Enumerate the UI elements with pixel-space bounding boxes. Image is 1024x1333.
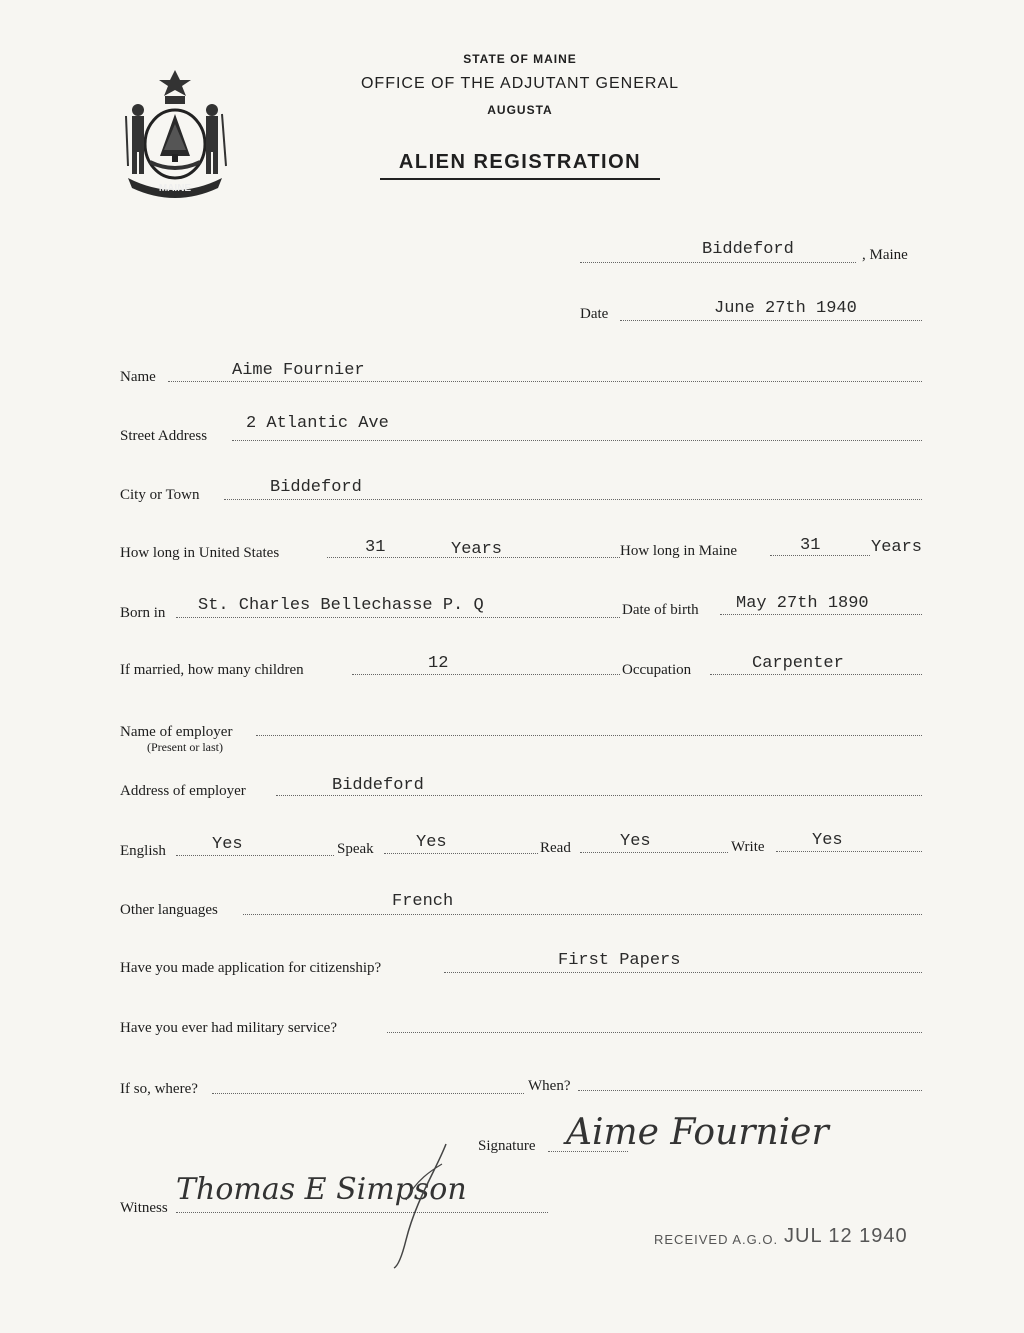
occupation-line <box>710 674 922 675</box>
maine-years-unit: Years <box>871 538 923 557</box>
city-label: City or Town <box>120 487 200 503</box>
street-label: Street Address <box>120 428 208 444</box>
where-line <box>212 1093 524 1094</box>
read-line <box>580 852 728 853</box>
write-label: Write <box>731 839 765 855</box>
other-languages-line <box>243 914 922 915</box>
witness-flourish-icon <box>376 1140 466 1270</box>
when-line <box>578 1090 922 1091</box>
maine-years-value: 31 <box>800 536 821 555</box>
employer-sublabel: (Present or last) <box>147 740 223 754</box>
witness-line <box>176 1212 548 1213</box>
header-city: AUGUSTA <box>487 103 553 117</box>
born-in-line <box>176 617 620 618</box>
other-languages-label: Other languages <box>120 902 218 918</box>
citizenship-value: First Papers <box>558 951 681 970</box>
header-office: OFFICE OF THE ADJUTANT GENERAL <box>360 75 680 92</box>
header-state: STATE OF MAINE <box>463 52 577 66</box>
us-years-label: How long in United States <box>120 545 280 561</box>
write-value: Yes <box>812 831 843 850</box>
children-line <box>352 674 620 675</box>
occupation-value: Carpenter <box>752 654 844 673</box>
when-label: When? <box>528 1078 571 1094</box>
city-line <box>224 499 922 500</box>
city-value: Biddeford <box>270 478 362 497</box>
name-line <box>168 381 922 382</box>
citizenship-label: Have you made application for citizenship? <box>120 960 382 976</box>
military-line <box>387 1032 922 1033</box>
employer-address-line <box>276 795 922 796</box>
town-line <box>580 262 856 263</box>
name-label: Name <box>120 369 156 385</box>
signature-value: Aime Fournier <box>566 1112 829 1153</box>
name-value: Aime Fournier <box>232 361 365 380</box>
children-value: 12 <box>428 654 449 673</box>
received-stamp-prefix: RECEIVED A.G.O. <box>654 1232 779 1247</box>
read-value: Yes <box>620 832 651 851</box>
read-label: Read <box>540 840 571 856</box>
us-years-unit: Years <box>451 540 503 559</box>
employer-address-label: Address of employer <box>120 783 246 799</box>
dob-value: May 27th 1890 <box>736 594 869 613</box>
employer-address-value: Biddeford <box>332 776 424 795</box>
received-stamp-date: JUL 12 1940 <box>784 1225 908 1247</box>
employer-label: Name of employer <box>120 724 233 740</box>
children-label: If married, how many children <box>120 662 304 678</box>
english-value: Yes <box>212 835 243 854</box>
town-value: Biddeford <box>702 240 794 259</box>
dob-line <box>720 614 922 615</box>
date-label: Date <box>580 306 609 322</box>
seal-banner-text: MAINE <box>158 183 192 194</box>
speak-line <box>384 853 538 854</box>
military-label: Have you ever had military service? <box>120 1020 337 1036</box>
other-languages-value: French <box>392 892 454 911</box>
speak-label: Speak <box>337 841 374 857</box>
date-value: June 27th 1940 <box>714 299 857 318</box>
signature-label: Signature <box>478 1138 536 1154</box>
where-label: If so, where? <box>120 1081 198 1097</box>
title-underline <box>380 178 660 180</box>
date-line <box>620 320 922 321</box>
english-label: English <box>120 843 166 859</box>
form-title: ALIEN REGISTRATION <box>398 151 642 173</box>
speak-value: Yes <box>416 833 447 852</box>
employer-line <box>256 735 922 736</box>
us-years-value: 31 <box>365 538 386 557</box>
born-in-value: St. Charles Bellechasse P. Q <box>198 596 484 615</box>
witness-value: Thomas E Simpson <box>176 1172 467 1207</box>
maine-years-label: How long in Maine <box>620 543 738 559</box>
street-line <box>232 440 922 441</box>
citizenship-line <box>444 972 922 973</box>
street-value: 2 Atlantic Ave <box>246 414 389 433</box>
maine-state-seal-icon <box>120 66 230 198</box>
dob-label: Date of birth <box>622 602 699 618</box>
write-line <box>776 851 922 852</box>
english-line <box>176 855 334 856</box>
state-suffix: , Maine <box>862 247 908 263</box>
witness-label: Witness <box>120 1200 168 1216</box>
born-in-label: Born in <box>120 605 166 621</box>
occupation-label: Occupation <box>622 662 692 678</box>
maine-years-line <box>770 555 870 556</box>
